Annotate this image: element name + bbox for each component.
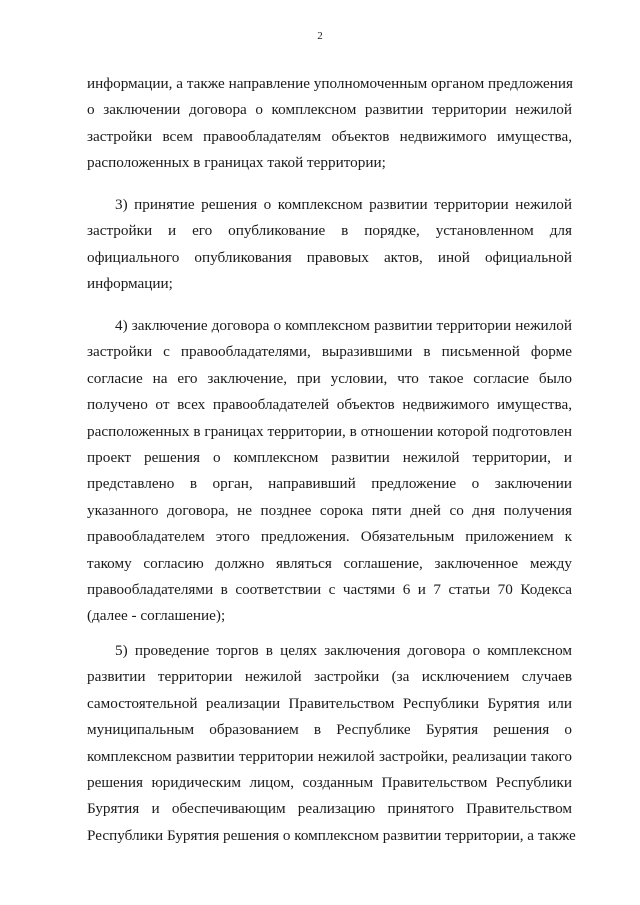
text-line: получено от всех правообладателей объектов недвижимого имущества, <box>87 396 572 414</box>
text-line: указанного договора, не позднее сорока пяти дней со дня получения <box>87 501 572 519</box>
text-line: расположенных в границах территории, в отношении которой подготовлен <box>87 422 572 440</box>
text-line: правообладателем этого предложения. Обязательным приложением к <box>87 528 572 546</box>
paragraph-item-5 <box>87 638 576 849</box>
paragraph-continuation <box>87 71 572 177</box>
text-line: муниципальным образованием в Республике Бурятия решения о <box>87 721 572 739</box>
text-line: застройки и его опубликование в порядке, установленном для <box>87 222 572 240</box>
text-line: 3) принятие решения о комплексном развитии территории нежилой <box>115 196 572 213</box>
text-line: представлено в орган, направивший предложение о заключении <box>87 475 572 493</box>
text-line: такому согласию должно являться соглашение, заключенное между <box>87 554 572 572</box>
text-line: развитии территории нежилой застройки (за исключением случаев <box>87 668 572 686</box>
paragraph-item-4 <box>87 313 572 630</box>
text-line: официального опубликования правовых актов, иной официальной <box>87 248 572 266</box>
text-line: расположенных в границах такой территории; <box>87 154 386 172</box>
text-line: о заключении договора о комплексном развитии территории нежилой <box>87 101 572 119</box>
text-line: комплексном развитии территории нежилой застройки, реализации такого <box>87 747 572 765</box>
text-line: самостоятельной реализации Правительством Республики Бурятия или <box>87 694 572 712</box>
text-line: информации, а также направление уполномоченным органом предложения <box>87 75 574 92</box>
text-line: информации; <box>87 275 173 293</box>
text-line: 5) проведение торгов в целях заключения договора о комплексном <box>115 642 572 659</box>
text-line: Бурятия и обеспечивающим реализацию принятого Правительством <box>87 800 572 818</box>
paragraph-item-3 <box>87 192 572 298</box>
page-number: 2 <box>317 30 323 42</box>
text-line: Республики Бурятия решения о комплексном развитии территории, а также <box>87 826 576 844</box>
text-line: (далее - соглашение); <box>87 607 226 625</box>
text-line: согласие на его заключение, при условии, что такое согласие было <box>87 369 572 387</box>
text-line: застройки с правообладателями, выразившими в письменной форме <box>87 343 572 361</box>
text-line: проект решения о комплексном развитии нежилой территории, и <box>87 448 572 466</box>
text-line: решения юридическим лицом, созданным Правительством Республики <box>87 773 572 791</box>
text-line: застройки всем правообладателям объектов недвижимого имущества, <box>87 127 572 145</box>
text-line: правообладателями в соответствии с частями 6 и 7 статьи 70 Кодекса <box>87 580 572 598</box>
text-line: 4) заключение договора о комплексном развитии территории нежилой <box>115 317 572 334</box>
